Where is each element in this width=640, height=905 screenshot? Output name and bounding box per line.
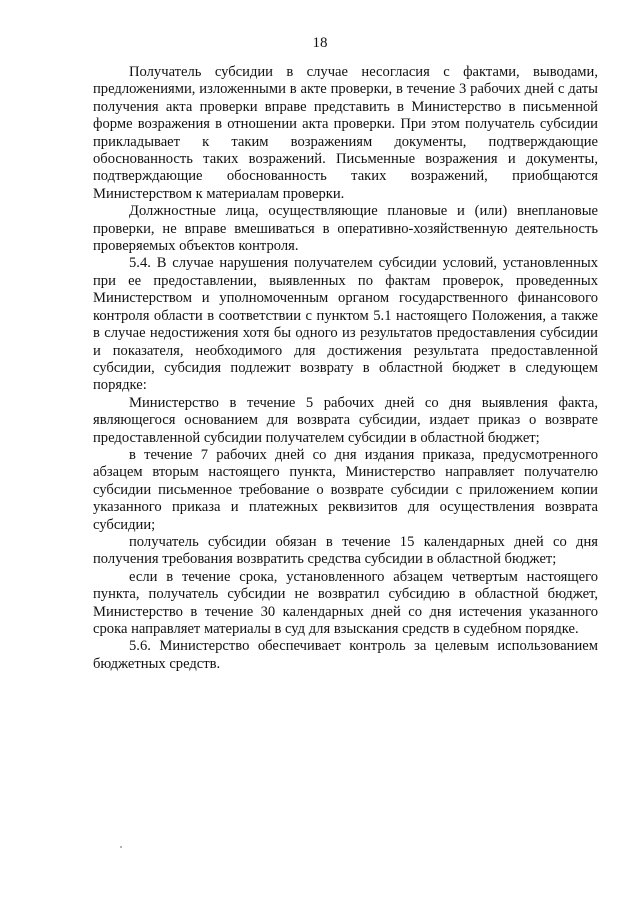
paragraph-court: если в течение срока, установленного абзацем четвертым настоящего пункта, получатель субсидии не возвратил субсидию в областной бюджет, Министерство в течение 30 календарных дней со дня истечения указанного срока направляет материалы в суд для взыскания средств в судебном порядке. [93, 568, 598, 637]
paragraph-ministry-order: Министерство в течение 5 рабочих дней со дня выявления факта, являющегося основанием для возврата субсидии, издает приказ о возврате предоставленной субсидии получателем субсидии в областной бюджет; [93, 394, 598, 446]
scan-speck [120, 846, 122, 848]
paragraph-objections: Получатель субсидии в случае несогласия с фактами, выводами, предложениями, изложенными в акте проверки, в течение 3 рабочих дней с даты получения акта проверки вправе представить в Министерство в письменной форме возражения в отношении акта проверки. При этом получатель субсидии прикладывает к таким возражениям документы, подтверждающие обоснованность таких возражений. Письменные возражения и документы, подтверждающие обоснованность таких возражений, приобщаются Министерством к материалам проверки. [93, 64, 598, 202]
paragraph-officials: Должностные лица, осуществляющие плановые и (или) внеплановые проверки, не вправе вмешиваться в оперативно-хозяйственную деятельность проверяемых объектов контроля. [93, 203, 598, 255]
document-body [93, 64, 598, 673]
page-number: 18 [312, 35, 328, 51]
paragraph-5-6: 5.6. Министерство обеспечивает контроль за целевым использованием бюджетных средств. [93, 638, 598, 672]
paragraph-return-obligation: получатель субсидии обязан в течение 15 календарных дней со дня получения требования возвратить средства субсидии в областной бюджет; [93, 533, 598, 568]
paragraph-written-demand: в течение 7 рабочих дней со дня издания приказа, предусмотренного абзацем вторым настоящего пункта, Министерство направляет получателю субсидии письменное требование о возврате субсидии с приложением копии указанного приказа и платежных реквизитов для осуществления возврата субсидии; [93, 446, 598, 533]
paragraph-5-4: 5.4. В случае нарушения получателем субсидии условий, установленных при ее предоставлении, выявленных по фактам проверок, проведенных Министерством и уполномоченным органом государственного финансового контроля области в соответствии с пунктом 5.1 настоящего Положения, а также в случае недостижения хотя бы одного из результатов предоставления субсидии и показателя, необходимого для достижения результата предоставленной субсидии, субсидия подлежит возврату в областной бюджет в следующем порядке: [93, 255, 598, 394]
